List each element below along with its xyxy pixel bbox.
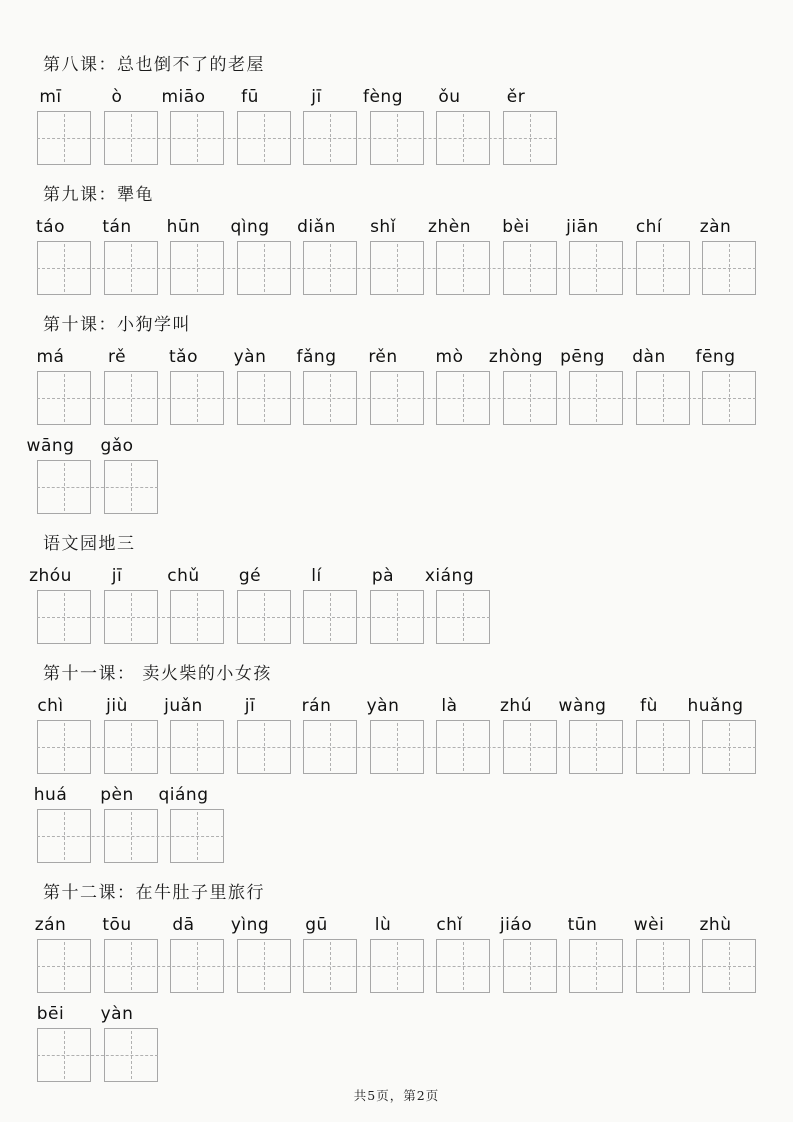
pinyin-label: hūn [166, 217, 201, 237]
pinyin-label: diǎn [297, 217, 336, 237]
pinyin-label: huǎng [687, 696, 744, 716]
pinyin-grid-row [33, 785, 224, 863]
pinyin-label: fèng [362, 87, 403, 107]
pinyin-label: rě [107, 347, 127, 367]
pinyin-label: táo [36, 217, 65, 237]
pinyin-label: tōu [102, 915, 132, 935]
pinyin-label: zán [34, 915, 67, 935]
pinyin-label: yìng [230, 915, 270, 935]
pinyin-label: tūn [567, 915, 598, 935]
pinyin-label: bèi [502, 217, 530, 237]
section-title: 第十二课：在牛肚子里旅行 [43, 883, 265, 903]
pinyin-label: má [36, 347, 65, 367]
pinyin-cell [503, 87, 557, 165]
pinyin-cell [699, 217, 756, 295]
lesson-section [37, 185, 763, 295]
section-title: 第九课：犟龟 [43, 185, 154, 205]
pinyin-label: lí [311, 566, 322, 586]
pinyin-label: chí [635, 217, 663, 237]
pinyin-label: xiáng [424, 566, 475, 586]
pinyin-label: zhóu [29, 566, 72, 586]
pinyin-label: chǐ [436, 915, 463, 935]
pinyin-label: dā [172, 915, 195, 935]
pinyin-label: huá [33, 785, 68, 805]
pinyin-label: jiù [106, 696, 128, 716]
pinyin-label: zhù [699, 915, 732, 935]
lesson-section [29, 534, 763, 644]
pinyin-label: zhòng [488, 347, 544, 367]
lesson-section [37, 55, 763, 165]
pinyin-cell [699, 915, 756, 993]
pinyin-grid-row [37, 696, 756, 774]
pinyin-label: juǎn [164, 696, 203, 716]
pinyin-label: fū [241, 87, 259, 107]
lesson-section [34, 883, 763, 1082]
grid-center-hline [37, 268, 756, 269]
pinyin-label: rán [301, 696, 332, 716]
pinyin-label: jiáo [499, 915, 533, 935]
pinyin-label: jī [311, 87, 322, 107]
section-title: 第十课：小狗学叫 [43, 315, 191, 335]
section-title: 第八课：总也倒不了的老屋 [43, 55, 265, 75]
pinyin-label: tǎo [169, 347, 198, 367]
pinyin-label: shǐ [370, 217, 396, 237]
section-title: 第十一课： 卖火柴的小女孩 [43, 664, 272, 684]
grid-center-hline [37, 1055, 158, 1056]
pinyin-grid-row [37, 217, 756, 295]
pinyin-label: qìng [230, 217, 270, 237]
pinyin-label: dàn [632, 347, 666, 367]
pinyin-label: tán [102, 217, 132, 237]
pinyin-label: chì [37, 696, 64, 716]
pinyin-label: ǒu [438, 87, 461, 107]
pinyin-label: jī [111, 566, 123, 586]
pinyin-label: miāo [161, 87, 206, 107]
pinyin-label: yàn [366, 696, 400, 716]
pinyin-cell [695, 347, 756, 425]
pinyin-grid-row [37, 1004, 158, 1082]
pinyin-label: fù [640, 696, 658, 716]
pinyin-grid-row [37, 87, 557, 165]
pinyin-label: gū [305, 915, 328, 935]
pinyin-label: lù [374, 915, 392, 935]
pinyin-cell [100, 1004, 158, 1082]
pinyin-grid-row [29, 566, 490, 644]
pinyin-label: fēng [695, 347, 736, 367]
pinyin-label: zhú [500, 696, 532, 716]
pinyin-label: qiáng [158, 785, 209, 805]
grid-center-hline [37, 398, 756, 399]
pinyin-cell [424, 566, 490, 644]
grid-center-hline [37, 966, 756, 967]
pinyin-label: jī [244, 696, 256, 716]
section-title: 语文园地三 [43, 534, 136, 554]
pinyin-grid-row [26, 436, 158, 514]
pinyin-label: pèn [100, 785, 134, 805]
pinyin-cell [158, 785, 224, 863]
grid-center-hline [37, 617, 490, 618]
pinyin-label: pà [371, 566, 395, 586]
lesson-section [26, 315, 763, 514]
pinyin-label: rěn [368, 347, 398, 367]
pinyin-label: yàn [233, 347, 267, 367]
pinyin-label: gǎo [100, 436, 134, 456]
pinyin-label: wàng [558, 696, 607, 716]
pinyin-cell [687, 696, 756, 774]
pinyin-label: wāng [26, 436, 75, 456]
lesson-section [33, 664, 763, 863]
pinyin-label: mī [39, 87, 62, 107]
pinyin-label: wèi [633, 915, 665, 935]
pinyin-grid-row [37, 347, 756, 425]
pinyin-label: chǔ [167, 566, 200, 586]
pinyin-grid-row [34, 915, 756, 993]
pinyin-label: zhèn [428, 217, 471, 237]
pinyin-label: là [441, 696, 458, 716]
pinyin-label: zàn [699, 217, 732, 237]
pinyin-label: ò [111, 87, 123, 107]
pinyin-label: gé [238, 566, 262, 586]
pinyin-label: yàn [100, 1004, 134, 1024]
pinyin-label: pēng [560, 347, 605, 367]
pinyin-label: mò [435, 347, 464, 367]
grid-center-hline [37, 138, 557, 139]
pinyin-label: bēi [36, 1004, 65, 1024]
pinyin-label: jiān [566, 217, 599, 237]
grid-center-hline [37, 836, 224, 837]
grid-center-hline [37, 747, 756, 748]
sections-container [26, 55, 763, 1082]
pinyin-label: fǎng [296, 347, 337, 367]
page-number-footer: 共5页，第2页 [353, 1088, 440, 1103]
pinyin-label: ěr [506, 87, 526, 107]
grid-center-hline [37, 487, 158, 488]
pinyin-cell [100, 436, 158, 514]
